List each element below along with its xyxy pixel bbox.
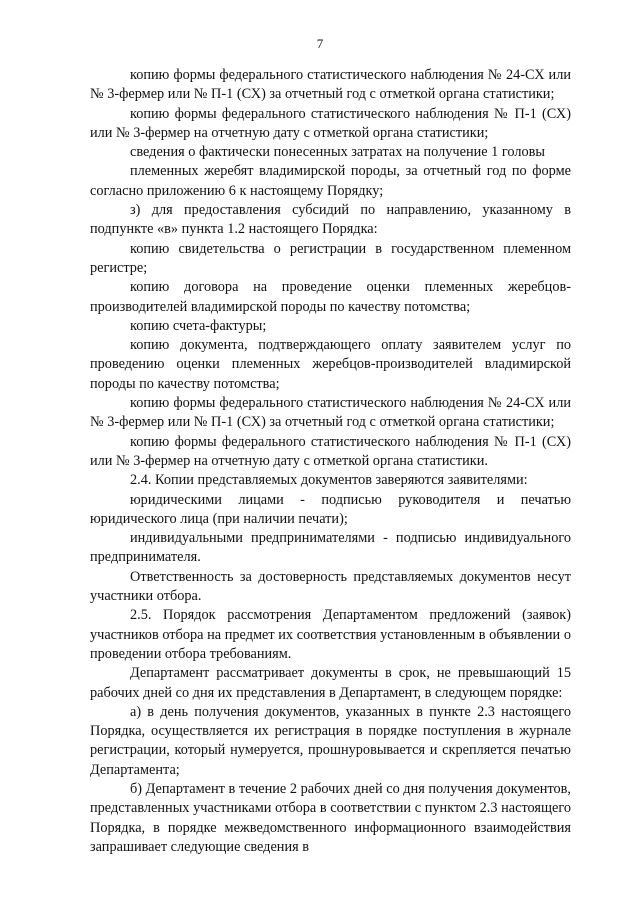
paragraph: Департамент рассматривает документы в срок, не превышающий 15 рабочих дней со дня их представления в Департамент, в следующем порядке: (90, 665, 571, 701)
paragraph: копию формы федерального статистического наблюдения № 24-СХ или № 3-фермер или № П-1 (СХ) за отчетный год с отметкой органа статистики; (90, 395, 571, 431)
paragraph: копию свидетельства о регистрации в государственном племенном регистре; (90, 240, 571, 276)
paragraph: копию формы федерального статистического наблюдения № П-1 (СХ) или № 3-фермер на отчетную дату с отметкой органа статистики; (90, 105, 571, 141)
paragraph: 2.4. Копии представляемых документов заверяются заявителями: (130, 472, 528, 489)
paragraph: юридическими лицами - подписью руководителя и печатью юридического лица (при наличии печати); (90, 491, 571, 527)
document-body (90, 66, 571, 857)
paragraph: з) для предоставления субсидий по направлению, указанному в подпункте «в» пункта 1.2 настоящего Порядка: (90, 202, 571, 238)
paragraph: копию счета-фактуры; (130, 317, 267, 334)
paragraph: копию договора на проведение оценки племенных жеребцов-производителей владимирской породы по качеству потомства; (90, 279, 571, 315)
paragraph: б) Департамент в течение 2 рабочих дней со дня получения документов, представленных участниками отбора в соответствии с пунктом 2.3 настоящего Порядка, в порядке межведомственного информационного взаимодействия запрашивает следующие сведения в (90, 780, 571, 855)
paragraph: копию формы федерального статистического наблюдения № П-1 (СХ) или № 3-фермер на отчетную дату с отметкой органа статистики. (90, 433, 571, 469)
paragraph: Ответственность за достоверность представляемых документов несут участники отбора. (90, 568, 571, 605)
paragraph: а) в день получения документов, указанных в пункте 2.3 настоящего Порядка, осуществляется их регистрация в порядке поступления в журнале регистрации, который нумеруется, прошнуровывается и скрепляется печатью Департамента; (90, 703, 571, 778)
paragraph: копию формы федерального статистического наблюдения № 24-СХ или № 3-фермер или № П-1 (СХ) за отчетный год с отметкой органа статистики; (90, 67, 571, 103)
page-number: 7 (316, 36, 324, 51)
paragraph: индивидуальными предпринимателями - подписью индивидуального предпринимателя. (90, 530, 571, 566)
paragraph: 2.5. Порядок рассмотрения Департаментом предложений (заявок) участников отбора на предмет их соответствия установленным в объявлении о проведении отбора требованиям. (90, 607, 571, 662)
paragraph: копию документа, подтверждающего оплату заявителем услуг по проведению оценки племенных жеребцов-производителей владимирской породы по качеству потомства; (90, 337, 571, 392)
paragraph: племенных жеребят владимирской породы, за отчетный год по форме согласно приложению 6 к настоящему Порядку; (90, 163, 571, 199)
paragraph: сведения о фактически понесенных затратах на получение 1 головы (130, 144, 546, 161)
